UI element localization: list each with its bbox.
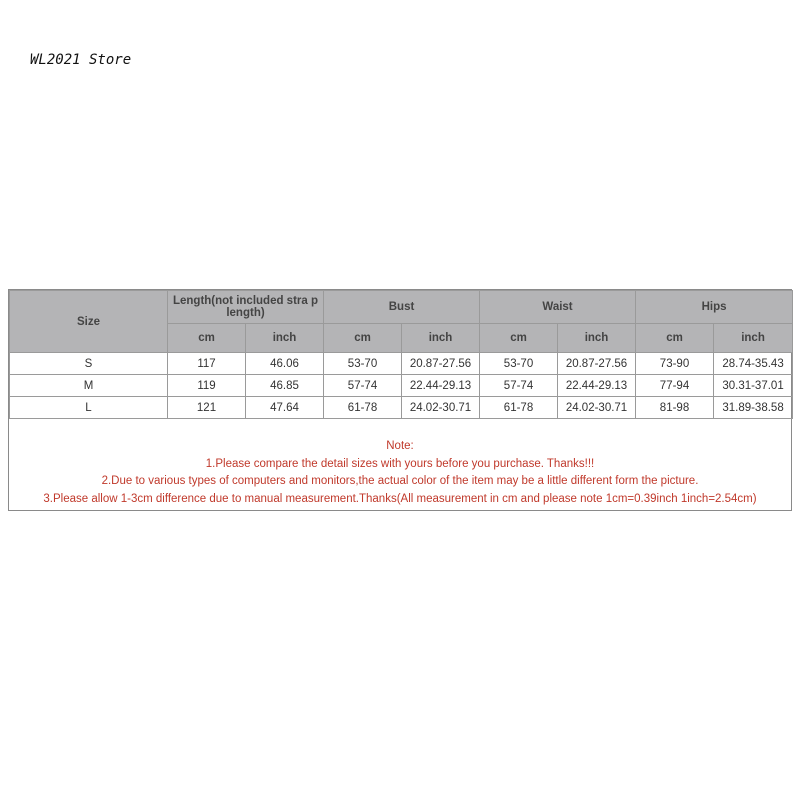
table-cell: 61-78 <box>480 397 558 419</box>
note-item: 3.Please allow 1-3cm difference due to manual measurement.Thanks(All measurement in cm and please note 1cm=0.39inch 1inch=2.54cm) <box>43 492 757 505</box>
size-label: M <box>10 375 168 397</box>
note-item: 2.Due to various types of computers and monitors,the actual color of the item may be a little different form the picture. <box>101 475 699 487</box>
table-cell: 57-74 <box>480 375 558 397</box>
table-cell: 47.64 <box>246 397 324 419</box>
unit-header: inch <box>558 324 636 353</box>
table-cell: 46.85 <box>246 375 324 397</box>
table-cell: 22.44-29.13 <box>558 375 636 397</box>
unit-header: cm <box>636 324 714 353</box>
waist-header: Waist <box>480 291 636 324</box>
table-cell: 61-78 <box>324 397 402 419</box>
table-cell: 77-94 <box>636 375 714 397</box>
size-header: Size <box>10 291 168 353</box>
table-row <box>10 397 793 419</box>
table-cell: 28.74-35.43 <box>714 353 793 375</box>
unit-header: inch <box>402 324 480 353</box>
length-header: Length(not included stra p length) <box>168 291 324 324</box>
table-cell: 30.31-37.01 <box>714 375 793 397</box>
table-cell: 24.02-30.71 <box>402 397 480 419</box>
table-cell: 119 <box>168 375 246 397</box>
table-cell: 20.87-27.56 <box>402 353 480 375</box>
hips-header: Hips <box>636 291 793 324</box>
store-name: WL2021 Store <box>30 52 132 68</box>
table-cell: 57-74 <box>324 375 402 397</box>
table-cell: 121 <box>168 397 246 419</box>
table-cell: 24.02-30.71 <box>558 397 636 419</box>
table-cell: 22.44-29.13 <box>402 375 480 397</box>
bust-header: Bust <box>324 291 480 324</box>
note-item: 1.Please compare the detail sizes with yours before you purchase. Thanks!!! <box>205 457 595 470</box>
unit-header: inch <box>714 324 793 353</box>
table-cell: 46.06 <box>246 353 324 375</box>
table-cell: 53-70 <box>324 353 402 375</box>
table-cell: 53-70 <box>480 353 558 375</box>
table-row <box>10 353 793 375</box>
unit-header: cm <box>168 324 246 353</box>
size-label: S <box>10 353 168 375</box>
unit-header: cm <box>324 324 402 353</box>
notes-title: Note: <box>386 440 414 452</box>
size-label: L <box>10 397 168 419</box>
table-cell: 31.89-38.58 <box>714 397 793 419</box>
table-cell: 81-98 <box>636 397 714 419</box>
size-chart <box>8 289 792 511</box>
table-cell: 20.87-27.56 <box>558 353 636 375</box>
table-cell: 73-90 <box>636 353 714 375</box>
table-cell: 117 <box>168 353 246 375</box>
unit-header: cm <box>480 324 558 353</box>
notes-section <box>9 419 791 508</box>
size-table <box>9 290 793 419</box>
table-row <box>10 375 793 397</box>
unit-header: inch <box>246 324 324 353</box>
